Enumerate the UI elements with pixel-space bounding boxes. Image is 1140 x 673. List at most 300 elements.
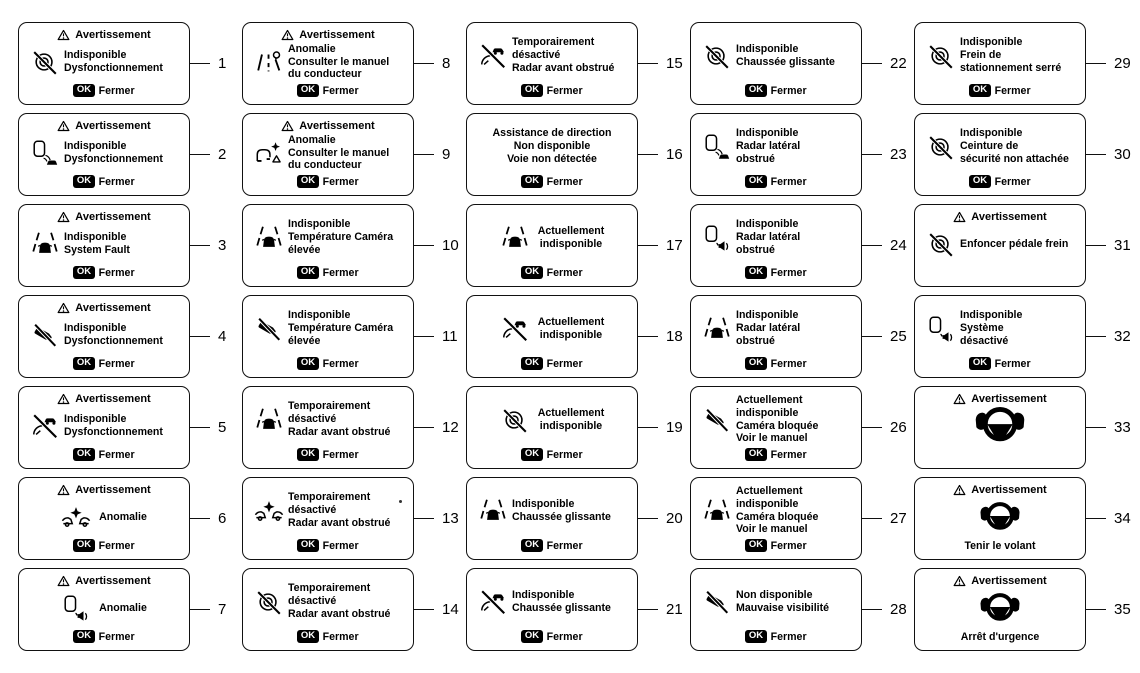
message-line: Ceinture de xyxy=(960,140,1019,153)
message-cell xyxy=(914,204,1131,287)
collision-star-icon xyxy=(250,496,288,526)
message-cell xyxy=(18,386,227,469)
message-body xyxy=(922,301,1078,356)
radar-crossed-icon xyxy=(698,41,736,71)
warning-message-box xyxy=(18,477,190,560)
warning-triangle-icon xyxy=(57,484,70,496)
message-text xyxy=(960,238,1078,251)
message-cell xyxy=(242,386,459,469)
message-text xyxy=(64,49,182,75)
box-footer xyxy=(250,629,406,645)
camera-crossed-icon xyxy=(250,314,288,344)
ok-button: OK xyxy=(969,357,990,370)
box-header xyxy=(26,119,182,132)
footer-label: Fermer xyxy=(546,84,583,97)
message-line: Indisponible xyxy=(736,309,799,322)
warning-message-box xyxy=(242,22,414,105)
message-cell xyxy=(466,477,683,560)
ok-button: OK xyxy=(297,266,318,279)
footer-label: Fermer xyxy=(770,448,807,461)
collision-crossed-icon xyxy=(474,41,512,71)
ok-button: OK xyxy=(745,630,766,643)
footer-label: Fermer xyxy=(546,266,583,279)
message-line: du conducteur xyxy=(288,159,362,172)
lane-keeping-icon xyxy=(474,496,512,526)
box-header xyxy=(26,483,182,496)
lane-keeping-icon xyxy=(698,496,736,526)
footer-label: Fermer xyxy=(770,357,807,370)
box-footer xyxy=(250,83,406,99)
radar-crossed-icon xyxy=(922,41,960,71)
message-text xyxy=(512,498,630,524)
message-line: Actuellement xyxy=(736,393,803,406)
box-footer xyxy=(26,174,182,190)
leader-line xyxy=(190,63,210,64)
header-label: Avertissement xyxy=(75,393,151,405)
item-number: 24 xyxy=(890,237,907,254)
item-number: 9 xyxy=(442,146,451,163)
message-cell xyxy=(18,295,227,378)
camera-crossed-icon xyxy=(26,320,64,350)
message-line: Voir le manuel xyxy=(736,432,808,445)
warning-message-box xyxy=(242,113,414,196)
ok-button: OK xyxy=(297,448,318,461)
message-body xyxy=(474,119,630,174)
header-label: Avertissement xyxy=(299,120,375,132)
footer-label: Fermer xyxy=(322,630,359,643)
item-number: 14 xyxy=(442,601,459,618)
ok-button: OK xyxy=(745,266,766,279)
leader-line xyxy=(190,245,210,246)
box-footer xyxy=(698,265,854,281)
message-cell xyxy=(466,568,683,651)
message-line: Assistance de direction xyxy=(492,127,612,140)
steering-wheel-hands-icon xyxy=(975,590,1025,627)
warning-triangle-icon xyxy=(953,575,966,587)
message-line: Mauvaise visibilité xyxy=(736,601,830,614)
ok-button: OK xyxy=(73,630,94,643)
message-text xyxy=(288,309,406,347)
message-line: Actuellement xyxy=(736,484,803,497)
item-number: 19 xyxy=(666,419,683,436)
message-line: Caméra bloquée xyxy=(736,419,819,432)
box-footer xyxy=(26,629,182,645)
warning-message-box xyxy=(690,113,862,196)
message-cell xyxy=(914,568,1131,651)
message-line: Indisponible xyxy=(288,309,351,322)
message-text xyxy=(512,589,630,615)
ok-button: OK xyxy=(521,357,542,370)
message-line: Dysfonctionnement xyxy=(64,426,163,438)
box-header xyxy=(922,574,1078,587)
footer-label: Fermer xyxy=(98,175,135,188)
message-cell xyxy=(466,295,683,378)
message-text xyxy=(538,407,605,433)
message-line: Consulter le manuel xyxy=(288,146,390,159)
message-text xyxy=(288,218,406,256)
item-number: 27 xyxy=(890,510,907,527)
message-body xyxy=(26,496,182,538)
box-footer xyxy=(698,629,854,645)
box-footer xyxy=(922,356,1078,372)
message-body xyxy=(26,41,182,83)
item-number: 26 xyxy=(890,419,907,436)
message-text xyxy=(99,511,147,524)
ok-button: OK xyxy=(969,84,990,97)
message-line: désactivé xyxy=(288,504,337,517)
leader-line xyxy=(414,427,434,428)
message-text xyxy=(736,485,854,536)
ok-button: OK xyxy=(521,630,542,643)
warning-triangle-icon xyxy=(953,211,966,223)
message-text xyxy=(736,127,854,165)
ok-button: OK xyxy=(73,357,94,370)
ok-button: OK xyxy=(73,539,94,552)
warning-triangle-icon xyxy=(281,120,294,132)
collision-crossed-icon xyxy=(500,314,530,344)
ok-button: OK xyxy=(745,448,766,461)
message-line: Température Caméra xyxy=(288,231,394,244)
camera-crossed-icon xyxy=(698,587,736,617)
lane-keeping-icon xyxy=(500,223,530,253)
message-line: Température Caméra xyxy=(288,322,394,335)
leader-line xyxy=(862,63,882,64)
box-footer xyxy=(474,356,630,372)
leader-line xyxy=(190,609,210,610)
footer-label: Fermer xyxy=(994,357,1031,370)
box-footer xyxy=(26,447,182,463)
leader-line xyxy=(1086,245,1106,246)
message-line: Voir le manuel xyxy=(736,523,808,536)
message-line: indisponible xyxy=(539,328,603,341)
message-text xyxy=(736,394,854,445)
warning-triangle-icon xyxy=(57,211,70,223)
message-cell xyxy=(690,386,907,469)
header-label: Avertissement xyxy=(75,211,151,223)
message-body xyxy=(250,210,406,265)
message-text xyxy=(736,309,854,347)
box-footer xyxy=(698,174,854,190)
message-line: désactivé xyxy=(288,413,337,426)
header-label: Avertissement xyxy=(971,484,1047,496)
message-body xyxy=(26,223,182,265)
stray-mark xyxy=(399,500,402,503)
ok-button: OK xyxy=(521,84,542,97)
header-label: Avertissement xyxy=(75,302,151,314)
message-line: désactivé xyxy=(512,49,561,62)
message-line: stationnement serré xyxy=(960,61,1062,74)
message-cell xyxy=(690,204,907,287)
warning-message-box xyxy=(466,295,638,378)
message-line: Dysfonctionnement xyxy=(64,335,163,347)
footer-label: Fermer xyxy=(98,266,135,279)
message-cell xyxy=(466,22,683,105)
message-cell xyxy=(690,22,907,105)
message-text xyxy=(538,225,605,251)
leader-line xyxy=(190,154,210,155)
leader-line xyxy=(190,427,210,428)
warning-message-box xyxy=(690,204,862,287)
footer-label: Fermer xyxy=(98,357,135,370)
message-cell xyxy=(18,113,227,196)
footer-label: Fermer xyxy=(98,84,135,97)
footer-label: Fermer xyxy=(546,630,583,643)
lane-keeping-icon xyxy=(26,229,64,259)
warning-message-box xyxy=(914,568,1086,651)
ok-button: OK xyxy=(745,84,766,97)
warning-message-box xyxy=(18,22,190,105)
message-cell xyxy=(242,113,451,196)
message-line: Voie non détectée xyxy=(507,152,597,165)
warning-triangle-icon xyxy=(953,484,966,496)
message-body xyxy=(250,132,406,174)
message-cell xyxy=(914,477,1131,560)
box-footer xyxy=(26,538,182,554)
message-line: Radar avant obstrué xyxy=(288,607,391,620)
radar-crossed-icon xyxy=(922,132,960,162)
message-cell xyxy=(242,477,459,560)
leader-line xyxy=(414,63,434,64)
message-cell xyxy=(242,22,451,105)
leader-line xyxy=(190,518,210,519)
box-header xyxy=(26,301,182,314)
message-cell xyxy=(18,204,227,287)
message-line: Frein de xyxy=(960,49,1002,62)
message-line: Radar latéral xyxy=(736,231,801,244)
footer-label: Fermer xyxy=(322,539,359,552)
leader-line xyxy=(1086,336,1106,337)
radar-crossed-icon xyxy=(500,405,530,435)
box-footer xyxy=(698,447,854,463)
message-cell xyxy=(18,568,227,651)
ok-button: OK xyxy=(73,266,94,279)
item-number: 1 xyxy=(218,55,227,72)
item-number: 6 xyxy=(218,510,227,527)
message-cell xyxy=(690,568,907,651)
message-cell xyxy=(914,386,1131,469)
footer-label: Fermer xyxy=(98,448,135,461)
ok-button: OK xyxy=(521,448,542,461)
warning-message-box xyxy=(914,295,1086,378)
footer-label: Fermer xyxy=(322,357,359,370)
leader-line xyxy=(638,154,658,155)
warning-message-box xyxy=(466,113,638,196)
message-line: Actuellement xyxy=(537,406,605,419)
leader-line xyxy=(862,518,882,519)
message-line: Indisponible xyxy=(512,588,575,601)
box-footer xyxy=(922,447,1078,463)
message-text xyxy=(493,127,612,165)
ok-button: OK xyxy=(969,175,990,188)
radar-crossed-icon xyxy=(250,587,288,617)
message-body xyxy=(26,587,182,629)
item-number: 5 xyxy=(218,419,227,436)
car-horn-icon xyxy=(61,593,91,623)
ok-button: OK xyxy=(297,630,318,643)
message-cell xyxy=(242,204,459,287)
message-body xyxy=(250,41,406,83)
message-line: Indisponible xyxy=(960,309,1023,322)
leader-line xyxy=(190,336,210,337)
blind-spot-icon xyxy=(698,132,736,162)
footer-label: Tenir le volant xyxy=(964,539,1036,552)
message-text xyxy=(960,36,1078,74)
item-number: 8 xyxy=(442,55,451,72)
message-text xyxy=(288,134,406,172)
message-line: Radar avant obstrué xyxy=(512,61,615,74)
warning-message-box xyxy=(914,386,1086,469)
leader-line xyxy=(638,427,658,428)
message-cell xyxy=(914,295,1131,378)
footer-label: Fermer xyxy=(546,175,583,188)
item-number: 12 xyxy=(442,419,459,436)
box-footer xyxy=(474,265,630,281)
car-horn-icon xyxy=(922,314,960,344)
message-line: Indisponible xyxy=(64,413,127,426)
warning-message-box xyxy=(242,204,414,287)
box-header xyxy=(26,28,182,41)
item-number: 22 xyxy=(890,55,907,72)
item-number: 7 xyxy=(218,601,227,618)
box-footer xyxy=(474,538,630,554)
box-footer xyxy=(26,356,182,372)
leader-line xyxy=(1086,63,1106,64)
radar-crossed-icon xyxy=(26,47,64,77)
header-label: Avertissement xyxy=(75,484,151,496)
message-line: Anomalie xyxy=(99,601,147,614)
message-line: sécurité non attachée xyxy=(960,152,1069,165)
message-text xyxy=(99,602,147,615)
footer-label: Fermer xyxy=(994,175,1031,188)
message-cell xyxy=(690,113,907,196)
item-number: 17 xyxy=(666,237,683,254)
box-footer xyxy=(26,265,182,281)
ok-button: OK xyxy=(297,539,318,552)
message-line: Indisponible xyxy=(512,497,575,510)
box-header xyxy=(250,119,406,132)
message-body xyxy=(698,574,854,629)
lane-keeping-icon xyxy=(250,223,288,253)
leader-line xyxy=(1086,154,1106,155)
item-number: 29 xyxy=(1114,55,1131,72)
message-body xyxy=(26,132,182,174)
message-body xyxy=(922,28,1078,83)
footer-label: Fermer xyxy=(322,448,359,461)
leader-line xyxy=(414,609,434,610)
leader-line xyxy=(862,154,882,155)
leader-line xyxy=(638,518,658,519)
warning-message-box xyxy=(18,295,190,378)
ok-button: OK xyxy=(745,539,766,552)
footer-label: Fermer xyxy=(322,266,359,279)
message-body xyxy=(26,314,182,356)
box-footer xyxy=(474,629,630,645)
message-text xyxy=(288,582,406,620)
footer-label: Fermer xyxy=(98,539,135,552)
footer-label: Fermer xyxy=(770,630,807,643)
header-label: Avertissement xyxy=(971,575,1047,587)
message-body xyxy=(698,119,854,174)
leader-line xyxy=(638,63,658,64)
box-footer xyxy=(250,447,406,463)
message-line: Indisponible xyxy=(736,42,799,55)
message-text xyxy=(736,218,854,256)
warning-message-box xyxy=(242,477,414,560)
leader-line xyxy=(862,427,882,428)
leader-line xyxy=(1086,427,1106,428)
message-line: Radar latéral xyxy=(736,322,801,335)
leader-line xyxy=(862,336,882,337)
warning-message-box xyxy=(690,295,862,378)
footer-label: Fermer xyxy=(546,448,583,461)
message-line: désactivé xyxy=(288,595,337,608)
message-cell xyxy=(466,386,683,469)
leader-line xyxy=(1086,609,1106,610)
message-text xyxy=(538,316,605,342)
message-line: Radar avant obstrué xyxy=(288,425,391,438)
footer-label: Fermer xyxy=(770,175,807,188)
message-text xyxy=(512,36,630,74)
item-number: 33 xyxy=(1114,419,1131,436)
message-line: Temporairement xyxy=(288,582,371,595)
message-body xyxy=(250,483,406,538)
warning-message-box xyxy=(466,386,638,469)
message-body xyxy=(250,392,406,447)
message-body xyxy=(250,574,406,629)
message-line: Indisponible xyxy=(960,127,1023,140)
box-footer xyxy=(250,356,406,372)
message-body xyxy=(474,574,630,629)
message-line: Anomalie xyxy=(288,42,336,55)
box-header xyxy=(26,210,182,223)
warning-message-box xyxy=(18,386,190,469)
box-header xyxy=(922,483,1078,496)
item-number: 13 xyxy=(442,510,459,527)
message-line: Indisponible xyxy=(736,218,799,231)
message-line: indisponible xyxy=(736,406,799,419)
ok-button: OK xyxy=(521,539,542,552)
message-line: Actuellement xyxy=(537,315,605,328)
message-line: Indisponible xyxy=(736,127,799,140)
item-number: 15 xyxy=(666,55,683,72)
message-line: Temporairement xyxy=(288,400,371,413)
box-footer xyxy=(250,174,406,190)
ok-button: OK xyxy=(73,175,94,188)
message-body xyxy=(698,210,854,265)
message-line: du conducteur xyxy=(288,68,362,81)
message-line: Caméra bloquée xyxy=(736,510,819,523)
message-line: Non disponible xyxy=(513,140,591,153)
message-cell xyxy=(242,295,458,378)
ok-button: OK xyxy=(745,175,766,188)
message-text xyxy=(64,231,182,257)
message-line: Indisponible xyxy=(960,36,1023,49)
box-footer xyxy=(26,83,182,99)
warning-message-box xyxy=(242,386,414,469)
footer-label: Fermer xyxy=(322,84,359,97)
message-line: Indisponible xyxy=(64,140,127,153)
message-body xyxy=(698,301,854,356)
radar-crossed-icon xyxy=(922,229,960,259)
warning-message-box xyxy=(466,22,638,105)
leader-line xyxy=(862,609,882,610)
warning-message-box xyxy=(914,22,1086,105)
warning-triangle-icon xyxy=(57,29,70,41)
item-number: 34 xyxy=(1114,510,1131,527)
message-text xyxy=(960,309,1078,347)
item-number: 32 xyxy=(1114,328,1131,345)
item-number: 18 xyxy=(666,328,683,345)
